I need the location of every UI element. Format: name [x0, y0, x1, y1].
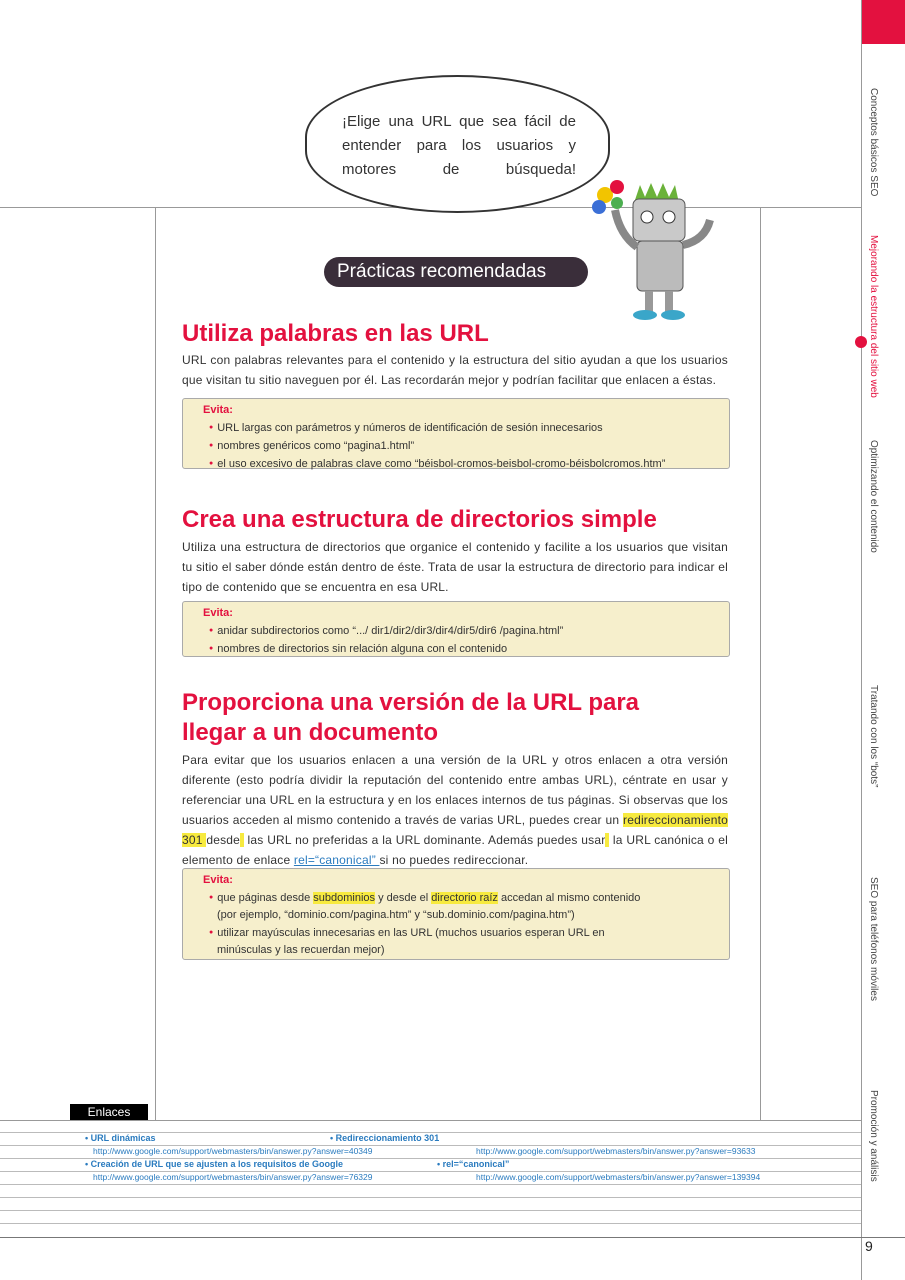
- avoid-item: [203, 889, 729, 907]
- link-title[interactable]: • Creación de URL que se ajusten a los requisitos de Google: [85, 1159, 344, 1169]
- section-text: Utiliza una estructura de directorios que organice el contenido y facilite a los usuarios que visitan tu sitio el saber dónde están dentro de éste. Trata de usar la estructura de directorio para indicar el tipo de contenido que se encuentra en esa URL.: [182, 540, 728, 594]
- sidebar-divider: [861, 0, 862, 1280]
- avoid-box: [182, 868, 730, 960]
- avoid-box: [182, 398, 730, 469]
- rule: [0, 1120, 861, 1121]
- link-url[interactable]: http://www.google.com/support/webmasters/bin/answer.py?answer=93633: [476, 1146, 756, 1156]
- link-title-text: Creación de URL que se ajusten a los requisitos de Google: [90, 1159, 344, 1169]
- link-title[interactable]: • Redireccionamiento 301: [330, 1133, 440, 1143]
- avoid-item: ● nombres de directorios sin relación alguna con el contenido: [203, 640, 729, 658]
- text: la URL canónica o el elemento de enlace: [182, 833, 728, 867]
- sidebar-chapter[interactable]: Promoción y análisis: [868, 1090, 879, 1182]
- text: que páginas desde: [217, 892, 314, 904]
- right-margin-line: [760, 207, 761, 1121]
- text: si no puedes redireccionar.: [379, 853, 529, 867]
- rule: [0, 1197, 861, 1198]
- links-label: Enlaces: [70, 1104, 148, 1120]
- active-chapter-dot: [855, 336, 867, 348]
- avoid-item: ● el uso excesivo de palabras clave como “béisbol-cromos-beisbol-cromo-béisbolcromos.htm”: [203, 455, 729, 473]
- rule: [0, 1223, 861, 1224]
- highlight: subdominios: [313, 892, 376, 904]
- title-line: llegar a un documento: [182, 719, 439, 746]
- avoid-box: [182, 601, 730, 657]
- section-text: URL con palabras relevantes para el contenido y la estructura del sitio ayudan a que los usuarios que visitan tu sitio naveguen por él. Las recordarán mejor y podrían facilitar que enlacen a éstas.: [182, 353, 728, 387]
- rule: [0, 1210, 861, 1211]
- avoid-label: Evita:: [203, 404, 233, 416]
- link-title-text: rel=“canonical”: [442, 1159, 510, 1169]
- sidebar-chapter[interactable]: Tratando con los “bots”: [868, 685, 879, 788]
- rule: [0, 1237, 905, 1238]
- page-number: 9: [865, 1238, 873, 1254]
- text: y desde el: [375, 892, 432, 904]
- avoid-item: ● utilizar mayúsculas innecesarias en las URL (muchos usuarios esperan URL en: [203, 924, 729, 942]
- section-pill: Prácticas recomendadas: [324, 257, 588, 287]
- highlight: redireccionamiento 301: [182, 813, 728, 847]
- text: accedan al mismo contenido: [497, 892, 641, 904]
- link-url[interactable]: http://www.google.com/support/webmasters/bin/answer.py?answer=40349: [93, 1146, 373, 1156]
- link-url[interactable]: http://www.google.com/support/webmasters/bin/answer.py?answer=139394: [476, 1172, 761, 1182]
- avoid-item: ● nombres genéricos como “pagina1.html”: [203, 437, 729, 455]
- avoid-item: ● anidar subdirectorios como “.../ dir1/dir2/dir3/dir4/dir5/dir6 /pagina.html”: [203, 622, 729, 640]
- text: Para evitar que los usuarios enlacen a una versión de la URL y otros enlacen a otra versión diferente (esto podría dividir la reputación del contenido entre ambas URL), céntrate en usar y referenciar una URL en la estructura y en los enlaces internos de tus páginas. Si observas que los usuarios acceden al mismo contenido a través de varias URL, puedes crear un: [182, 753, 728, 827]
- rule: [0, 1184, 861, 1185]
- speech-bubble-text: ¡Elige una URL que sea fácil de entender para los usuarios y motores de búsqueda!: [342, 113, 576, 178]
- text: las URL no preferidas a la URL dominante. Además puedes usar: [243, 833, 606, 847]
- left-margin-line: [155, 207, 156, 1121]
- highlight: directorio raíz: [431, 892, 498, 904]
- title-line: Proporciona una versión de la URL para: [182, 689, 640, 716]
- sidebar-chapter[interactable]: SEO para teléfonos móviles: [868, 877, 879, 1001]
- avoid-label: Evita:: [203, 607, 233, 619]
- sidebar-chapter-active[interactable]: Mejorando la estructura del sitio web: [868, 235, 879, 398]
- robot-mascot-icon: [585, 175, 725, 325]
- link-title[interactable]: • URL dinámicas: [85, 1133, 156, 1143]
- section-title: Utiliza palabras en las URL: [182, 320, 489, 347]
- corner-tab: [862, 0, 905, 44]
- section-title: [182, 688, 639, 748]
- link-url[interactable]: http://www.google.com/support/webmasters/bin/answer.py?answer=76329: [93, 1172, 373, 1182]
- canonical-link[interactable]: rel=“canonical”: [293, 853, 380, 867]
- avoid-label: Evita:: [203, 874, 233, 886]
- avoid-item: ● URL largas con parámetros y números de identificación de sesión innecesarios: [203, 419, 729, 437]
- sidebar-chapter[interactable]: Optimizando el contenido: [868, 440, 879, 553]
- sidebar-chapter[interactable]: Conceptos básicos SEO: [868, 88, 879, 197]
- link-title-text: URL dinámicas: [90, 1133, 156, 1143]
- link-title-text: Redireccionamiento 301: [335, 1133, 440, 1143]
- avoid-item-cont: (por ejemplo, “dominio.com/pagina.htm” y “sub.dominio.com/pagina.htm”): [217, 909, 575, 921]
- section-title: Crea una estructura de directorios simple: [182, 506, 657, 533]
- avoid-item-cont: minúsculas y las recuerdan mejor): [217, 944, 385, 956]
- link-title[interactable]: • rel=“canonical”: [437, 1159, 510, 1169]
- text: desde: [206, 833, 241, 847]
- section-text: [182, 750, 728, 870]
